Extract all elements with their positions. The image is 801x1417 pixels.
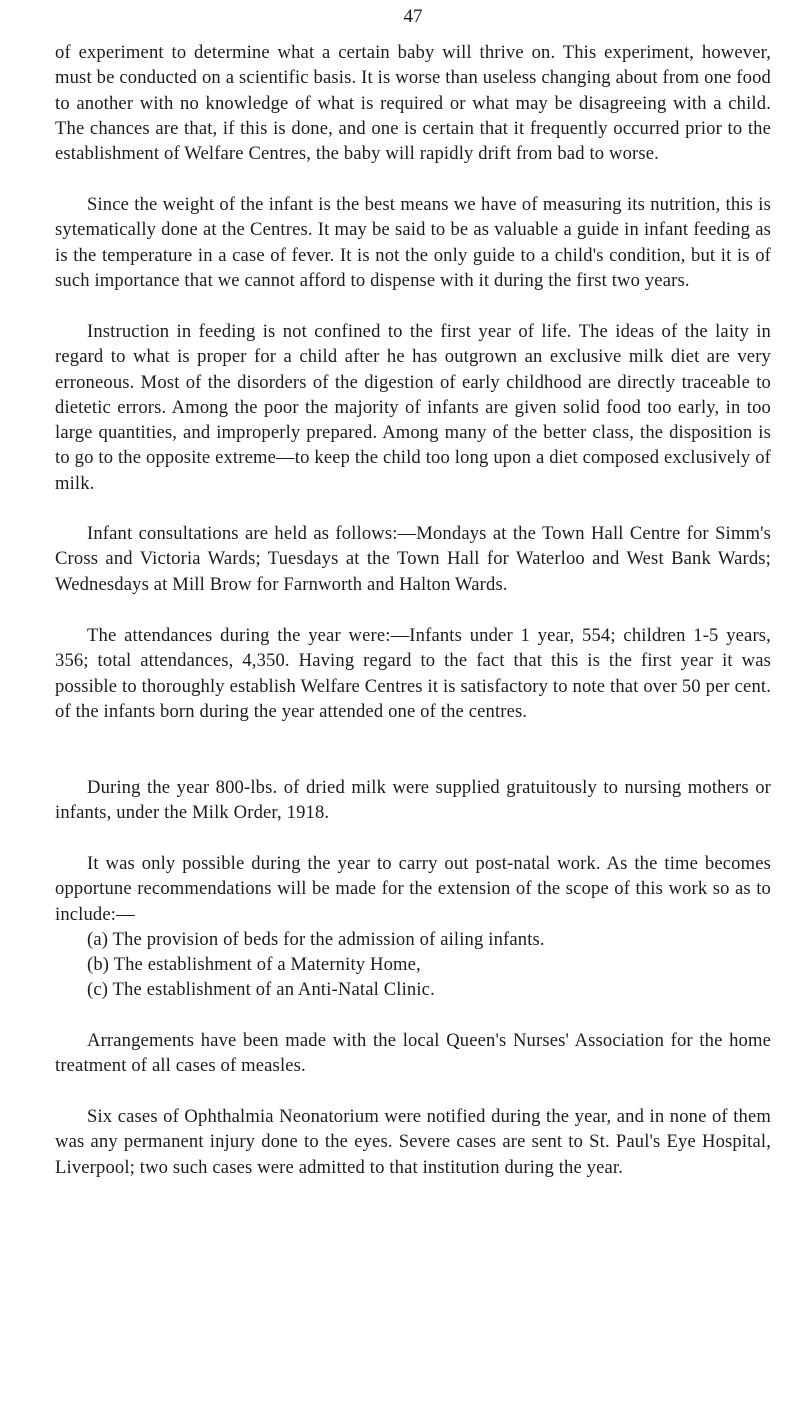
paragraph-measles: Arrangements have been made with the local Queen's Nurses' Association for the home treatment of all cases of measles.: [55, 1030, 771, 1077]
list-item-anti-natal-clinic: (c) The establishment of an Anti-Natal Clinic.: [87, 979, 435, 1000]
page-number: 47: [403, 6, 423, 27]
paragraph-experiment: of experiment to determine what a certain baby will thrive on. This experiment, however, must be conducted on a scientific basis. It is worse than useless changing about from one food to another with no knowledge of what is required or what may be disagreeing with a child. The chances are that, if this is done, and one is certain that it frequently occurred prior to the establishment of Welfare Centres, the baby will rapidly drift from bad to worse.: [55, 42, 771, 165]
paragraph-consultations: Infant consultations are held as follows:—Mondays at the Town Hall Centre for Simm's Cross and Victoria Wards; Tuesdays at the Town Hall for Waterloo and West Bank Wards; Wednesdays at Mill Brow for Farnworth and Halton Wards.: [55, 523, 771, 595]
list-item-beds: (a) The provision of beds for the admission of ailing infants.: [87, 929, 545, 950]
paragraph-attendances: The attendances during the year were:—Infants under 1 year, 554; children 1-5 years, 356; total attendances, 4,350. Having regard to the fact that this is the first year it was possible to thoroughly establish Welfare Centres it is satisfactory to note that over 50 per cent. of the infants born during the year attended one of the centres.: [55, 625, 771, 722]
paragraph-ophthalmia: Six cases of Ophthalmia Neonatorium were notified during the year, and in none of them was any permanent injury done to the eyes. Severe cases are sent to St. Paul's Eye Hospital, Liverpool; two such cases were admitted to that institution during the year.: [55, 1106, 771, 1178]
list-item-maternity-home: (b) The establishment of a Maternity Home,: [87, 954, 421, 975]
paragraph-weight: Since the weight of the infant is the best means we have of measuring its nutrition, this is sytematically done at the Centres. It may be said to be as valuable a guide in infant feeding as is the temperature in a case of fever. It is not the only guide to a child's condition, but it is of such importance that we cannot afford to dispense with it during the first two years.: [55, 194, 771, 291]
paragraph-instruction: Instruction in feeding is not confined to the first year of life. The ideas of the laity in regard to what is proper for a child after he has outgrown an exclusive milk diet are very erroneous. Most of the disorders of the digestion of early childhood are directly traceable to dietetic errors. Among the poor the majority of infants are given solid food too early, in too large quantities, and improperly prepared. Among many of the better class, the disposition is to go to the opposite extreme—to keep the child too long upon a diet composed exclusively of milk.: [55, 321, 771, 494]
paragraph-dried-milk: During the year 800-lbs. of dried milk were supplied gratuitously to nursing mothers or infants, under the Milk Order, 1918.: [55, 777, 771, 824]
paragraph-post-natal: It was only possible during the year to carry out post-natal work. As the time becomes opportune recommendations will be made for the extension of the scope of this work so as to include:—: [55, 853, 771, 925]
